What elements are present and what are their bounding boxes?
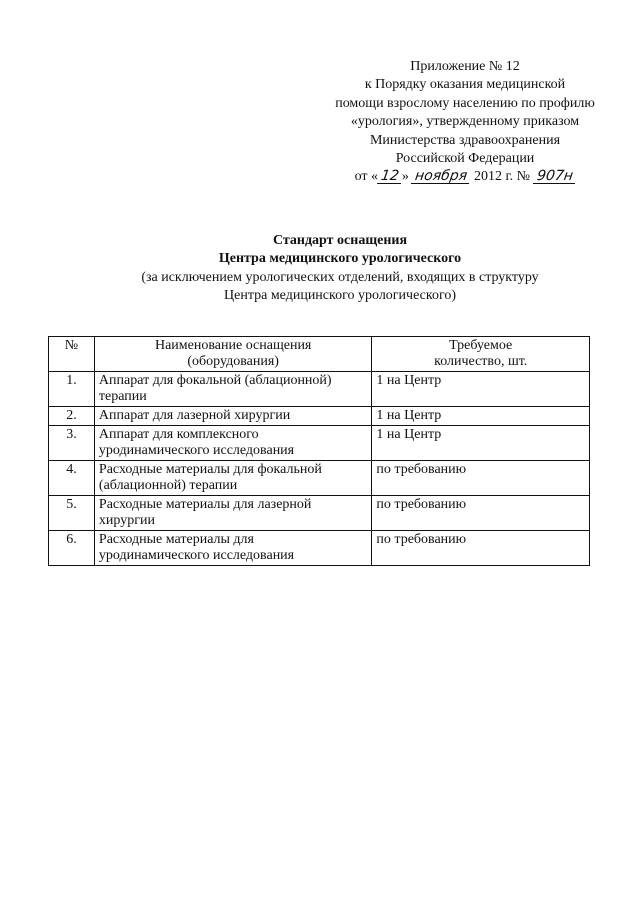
header-qty [372,337,590,372]
order-date-line [300,168,630,186]
row-name [94,372,372,407]
row-name [94,407,372,426]
handwritten-day: 12 [377,169,403,184]
equipment-table [48,336,590,566]
row-name [94,531,372,566]
table-header-row [49,337,590,372]
table-row [49,426,590,461]
row-name-line1: Аппарат для фокальной (аблационной) [98,373,332,388]
row-name-line1: Аппарат для лазерной хирургии [98,408,291,423]
row-name [94,461,372,496]
row-name-line2: уродинамического исследования [98,443,295,458]
header-name-line2: (оборудования) [187,354,279,369]
header-qty-line1: Требуемое [449,338,513,353]
date-prefix: от « [354,169,379,185]
row-qty: 1 на Центр [372,407,590,426]
row-num: 4. [49,461,95,496]
appendix-line: помощи взрослому населению по профилю [335,95,595,111]
table-row [49,461,590,496]
handwritten-month: ноября [411,169,471,184]
row-name-line2: уродинамического исследования [98,548,295,563]
row-num: 6. [49,531,95,566]
title-line-1: Стандарт оснащения [272,233,408,248]
title-line-3: (за исключением урологических отделений, входящих в структуру [141,269,539,285]
row-num: 5. [49,496,95,531]
title-line-4: Центра медицинского урологического) [224,288,456,304]
appendix-header [300,58,630,187]
title-line-2: Центра медицинского урологического [218,251,462,267]
row-num: 2. [49,407,95,426]
year-text: 2012 г. № [473,169,530,185]
appendix-number: Приложение № 12 [410,59,520,74]
document-title [60,232,620,306]
table-row [49,531,590,566]
table-row [49,407,590,426]
row-name-line1: Расходные материалы для фокальной [98,462,322,477]
row-qty: по требованию [372,461,590,496]
appendix-line: Российской Федерации [395,151,535,167]
row-qty: по требованию [372,531,590,566]
header-qty-line2: количество, шт. [434,354,528,369]
row-qty: по требованию [372,496,590,531]
row-name [94,426,372,461]
appendix-line: Министерства здравоохранения [369,132,561,148]
row-name-line2: терапии [98,389,147,404]
appendix-line: «урология», утвержденному приказом [350,114,580,130]
row-num: 3. [49,426,95,461]
row-qty: 1 на Центр [372,426,590,461]
header-num: № [49,337,95,372]
header-name-line1: Наименование оснащения [154,338,312,353]
row-name [94,496,372,531]
date-mid: » [401,169,409,185]
table-row [49,496,590,531]
row-num: 1. [49,372,95,407]
row-name-line1: Расходные материалы для лазерной [98,497,312,512]
table-row [49,372,590,407]
appendix-line: к Порядку оказания медицинской [364,77,566,93]
handwritten-order-number: 907н [532,169,576,184]
row-name-line1: Аппарат для комплексного [98,427,259,442]
row-name-line2: хирургии [98,513,155,528]
header-name [94,337,372,372]
row-name-line1: Расходные материалы для [98,532,254,547]
row-qty: 1 на Центр [372,372,590,407]
row-name-line2: (аблационной) терапии [98,478,238,493]
